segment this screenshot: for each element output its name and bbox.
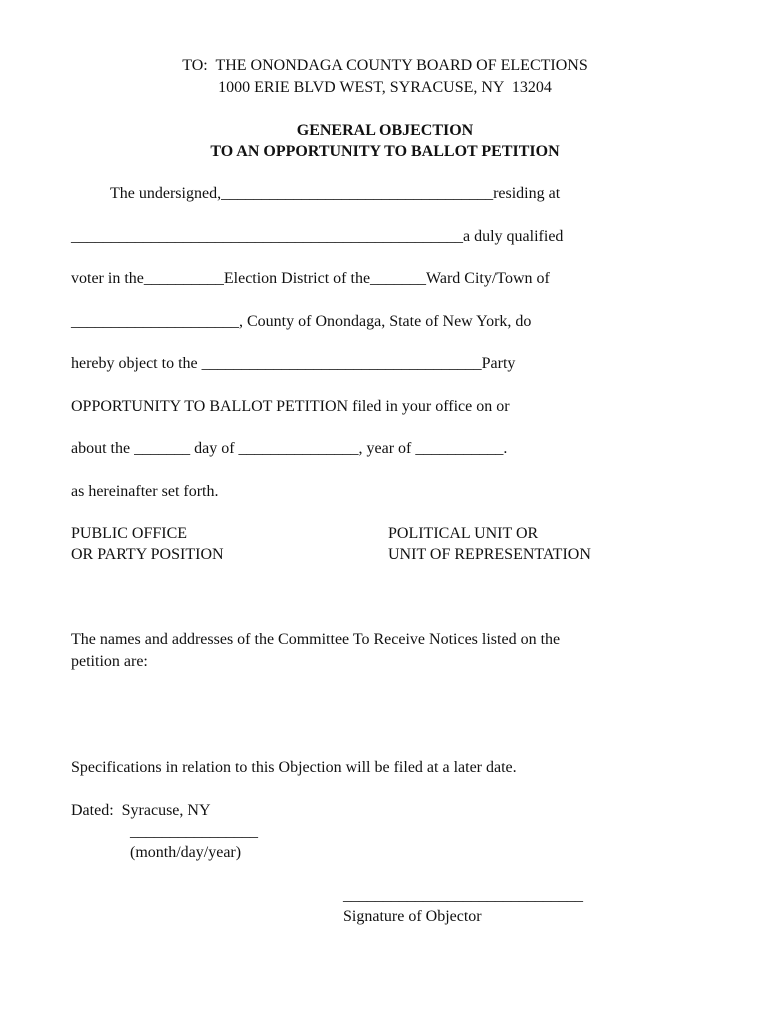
body-line-7: about the _______ day of _______________, year of ___________.	[71, 440, 508, 457]
date-caption: (month/day/year)	[130, 844, 242, 861]
address-line: 1000 ERIE BLVD WEST, SYRACUSE, NY 13204	[218, 79, 552, 96]
body-line-3: voter in the__________Election District of the_______Ward City/Town of	[71, 270, 550, 287]
committee-line-2: petition are:	[71, 653, 148, 670]
body-line-2: _________________________________________________a duly qualified	[71, 228, 564, 245]
title-line-2: TO AN OPPORTUNITY TO BALLOT PETITION	[210, 143, 560, 160]
to-line: TO: THE ONONDAGA COUNTY BOARD OF ELECTIONS	[182, 57, 588, 74]
body-line-4: _____________________, County of Onondaga, State of New York, do	[71, 313, 532, 330]
signature-blank: ______________________________	[343, 887, 583, 904]
signature-caption: Signature of Objector	[343, 908, 482, 925]
public-office-heading: PUBLIC OFFICE	[71, 525, 188, 542]
body-line-8: as hereinafter set forth.	[71, 483, 219, 500]
party-position-heading: OR PARTY POSITION	[71, 546, 224, 563]
body-line-1: The undersigned,__________________________________residing at	[110, 185, 561, 202]
title-line-1: GENERAL OBJECTION	[296, 122, 474, 139]
date-blank: ________________	[130, 823, 258, 840]
political-unit-heading: POLITICAL UNIT OR	[388, 525, 539, 542]
specifications-statement: Specifications in relation to this Objection will be filed at a later date.	[71, 759, 517, 776]
committee-line-1: The names and addresses of the Committee To Receive Notices listed on the	[71, 631, 561, 648]
dated-label: Dated: Syracuse, NY	[71, 802, 211, 819]
body-line-6: OPPORTUNITY TO BALLOT PETITION filed in your office on or	[71, 398, 510, 415]
unit-of-representation-heading: UNIT OF REPRESENTATION	[388, 546, 591, 563]
body-line-5: hereby object to the ___________________________________Party	[71, 355, 516, 372]
